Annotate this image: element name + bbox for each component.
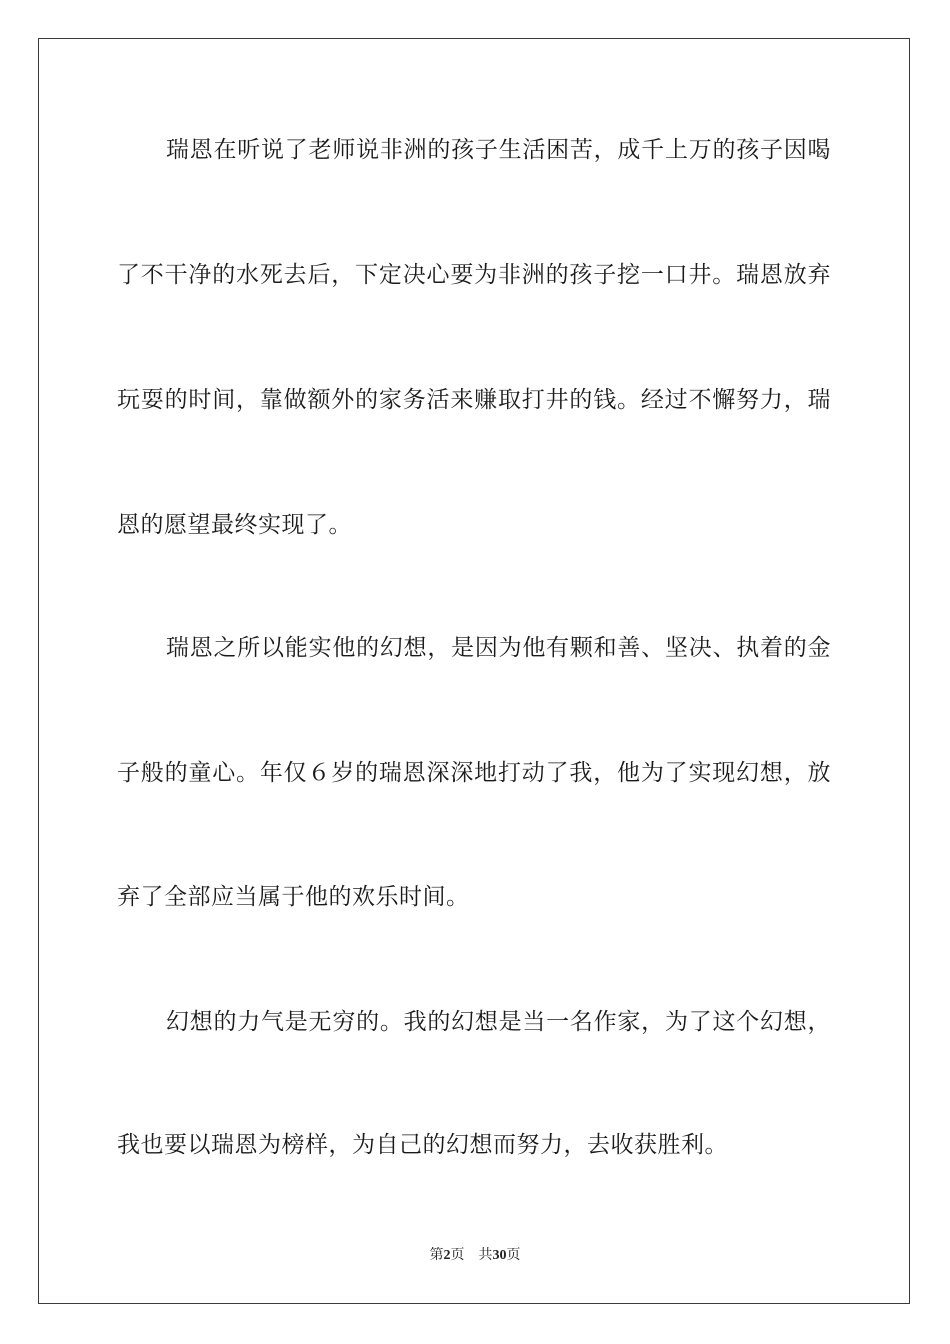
page-prefix: 第 (429, 1248, 444, 1263)
page-number: 2 (443, 1248, 451, 1263)
total-prefix: 共 (478, 1248, 493, 1263)
page-footer (0, 1246, 950, 1266)
paragraph-1-line-2: 了不干净的水死去后，下定决心要为非洲的孩子挖一口井。瑞恩放弃 (117, 262, 831, 288)
total-suffix: 页 (506, 1248, 521, 1263)
total-pages: 30 (492, 1248, 507, 1263)
paragraph-3-line-1: 幻想的力气是无穷的。我的幻想是当一名作家，为了这个幻想， (166, 1009, 831, 1035)
paragraph-2-line-3: 弃了全部应当属于他的欢乐时间。 (117, 884, 470, 910)
page-suffix: 页 (450, 1248, 465, 1263)
paragraph-1-line-4: 恩的愿望最终实现了。 (117, 512, 352, 538)
paragraph-1-line-3: 玩耍的时间，靠做额外的家务活来赚取打井的钱。经过不懈努力，瑞 (117, 387, 831, 413)
paragraph-3-line-2: 我也要以瑞恩为榜样，为自己的幻想而努力，去收获胜利。 (117, 1132, 728, 1158)
page-border (38, 38, 910, 1304)
paragraph-2-line-2: 子般的童心。年仅６岁的瑞恩深深地打动了我，他为了实现幻想，放 (117, 760, 831, 786)
paragraph-2-line-1: 瑞恩之所以能实他的幻想，是因为他有颗和善、坚决、执着的金 (166, 635, 831, 661)
paragraph-1-line-1: 瑞恩在听说了老师说非洲的孩子生活困苦，成千上万的孩子因喝 (166, 137, 831, 163)
